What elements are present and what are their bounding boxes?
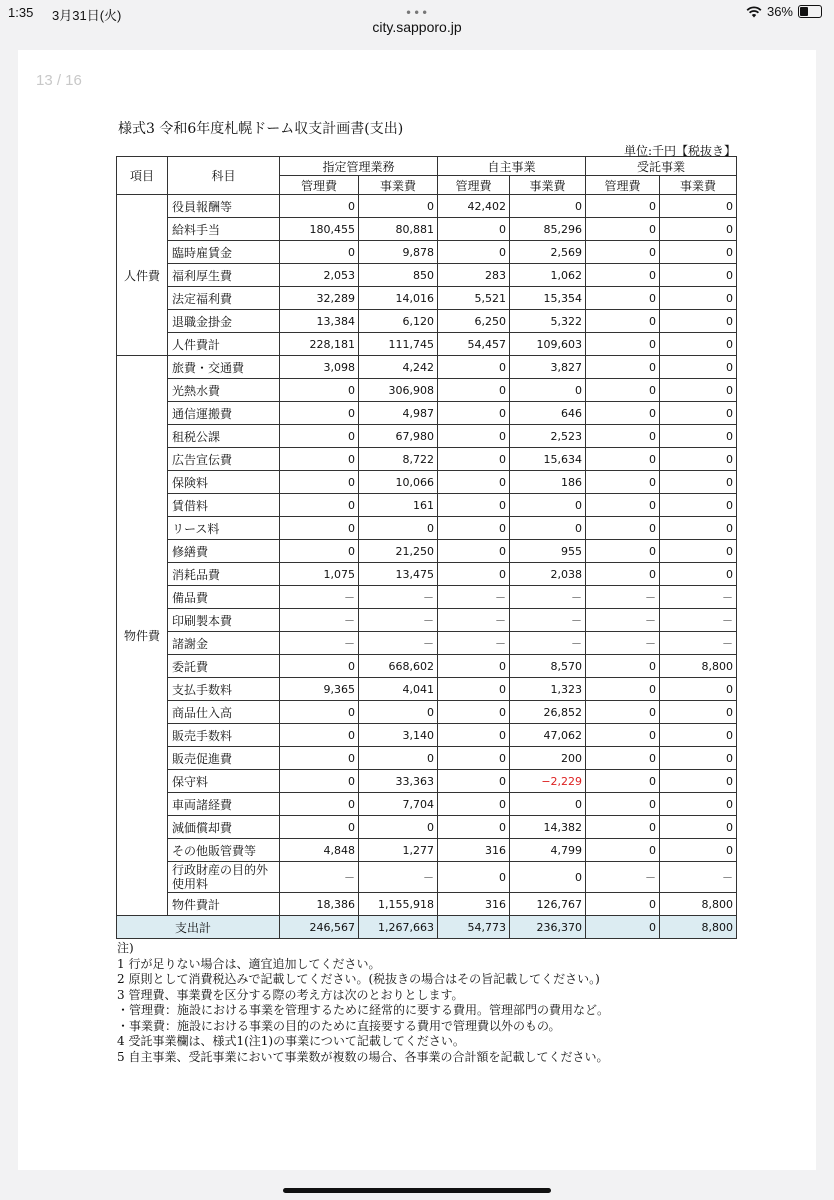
header-sub: 管理費 <box>586 176 660 195</box>
value-cell: 0 <box>280 655 359 678</box>
value-cell: 0 <box>660 770 737 793</box>
value-cell: 0 <box>280 770 359 793</box>
value-cell: 1,267,663 <box>359 916 438 939</box>
table-row <box>117 333 737 356</box>
subject-cell: 減価償却費 <box>168 816 280 839</box>
note-line: ・管理費：施設における事業を管理するために経常的に要する費用。管理部門の費用など。 <box>117 1003 610 1017</box>
value-cell: 0 <box>438 379 510 402</box>
value-cell: 0 <box>660 287 737 310</box>
status-time: 1:35 <box>8 5 34 20</box>
value-cell: 0 <box>586 333 660 356</box>
home-indicator[interactable] <box>283 1188 551 1193</box>
value-cell: 5,521 <box>438 287 510 310</box>
table-row <box>117 916 737 939</box>
value-cell: 0 <box>660 494 737 517</box>
table-row <box>117 310 737 333</box>
value-cell: － <box>660 862 737 893</box>
table-row <box>117 356 737 379</box>
value-cell: 80,881 <box>359 218 438 241</box>
value-cell: 850 <box>359 264 438 287</box>
table-row <box>117 609 737 632</box>
value-cell: － <box>438 609 510 632</box>
subject-cell: 修繕費 <box>168 540 280 563</box>
value-cell: 0 <box>586 747 660 770</box>
category-cell: 人件費 <box>117 195 168 356</box>
value-cell: 0 <box>280 425 359 448</box>
header-group: 指定管理業務 <box>280 157 438 176</box>
table-row <box>117 195 737 218</box>
value-cell: 1,155,918 <box>359 893 438 916</box>
subject-cell: 支出計 <box>117 916 280 939</box>
value-cell: 1,062 <box>510 264 586 287</box>
note-line: ・事業費：施設における事業の目的のために直接要する費用で管理費以外のもの。 <box>117 1018 561 1033</box>
value-cell: 4,799 <box>510 839 586 862</box>
value-cell: 0 <box>280 241 359 264</box>
value-cell: 0 <box>586 816 660 839</box>
value-cell: 0 <box>438 747 510 770</box>
subject-cell: 備品費 <box>168 586 280 609</box>
value-cell: 0 <box>586 540 660 563</box>
subject-cell: 委託費 <box>168 655 280 678</box>
note-line: 2 原則として消費税込みで記載してください。(税抜きの場合はその旨記載してください。) <box>117 972 600 986</box>
wifi-icon <box>746 6 762 18</box>
value-cell: 0 <box>280 793 359 816</box>
value-cell: 54,457 <box>438 333 510 356</box>
value-cell: 8,800 <box>660 916 737 939</box>
value-cell: 6,120 <box>359 310 438 333</box>
value-cell: － <box>359 862 438 893</box>
battery-percent: 36% <box>766 4 793 19</box>
value-cell: 14,382 <box>510 816 586 839</box>
value-cell: 0 <box>660 448 737 471</box>
value-cell: 0 <box>586 241 660 264</box>
header-subject: 科目 <box>168 157 280 195</box>
value-cell: 4,242 <box>359 356 438 379</box>
value-cell: 0 <box>660 402 737 425</box>
category-cell: 物件費 <box>117 356 168 916</box>
value-cell: 0 <box>438 770 510 793</box>
value-cell: － <box>510 586 586 609</box>
table-row <box>117 816 737 839</box>
header-sub: 事業費 <box>359 176 438 195</box>
table-row <box>117 471 737 494</box>
note-line: 1 行が足りない場合は、適宜追加してください。 <box>117 956 381 971</box>
value-cell: 0 <box>359 747 438 770</box>
subject-cell: 退職金掛金 <box>168 310 280 333</box>
value-cell: 0 <box>438 517 510 540</box>
value-cell: 6,250 <box>438 310 510 333</box>
header-group: 受託事業 <box>586 157 737 176</box>
value-cell: － <box>359 609 438 632</box>
value-cell: 2,523 <box>510 425 586 448</box>
value-cell: － <box>280 632 359 655</box>
value-cell: 0 <box>586 655 660 678</box>
value-cell: 0 <box>660 425 737 448</box>
table-row <box>117 678 737 701</box>
value-cell: 0 <box>280 724 359 747</box>
table-row <box>117 586 737 609</box>
value-cell: 0 <box>359 701 438 724</box>
value-cell: 8,800 <box>660 893 737 916</box>
value-cell: － <box>510 609 586 632</box>
value-cell: 0 <box>438 425 510 448</box>
table-row <box>117 448 737 471</box>
value-cell: 15,354 <box>510 287 586 310</box>
value-cell: 0 <box>586 793 660 816</box>
value-cell: 0 <box>510 379 586 402</box>
subject-cell: 旅費・交通費 <box>168 356 280 379</box>
value-cell: 0 <box>280 747 359 770</box>
value-cell: 955 <box>510 540 586 563</box>
value-cell: 0 <box>438 862 510 893</box>
value-cell: 0 <box>438 494 510 517</box>
table-row <box>117 862 737 893</box>
value-cell: 0 <box>586 724 660 747</box>
value-cell: 0 <box>586 379 660 402</box>
value-cell: 0 <box>660 218 737 241</box>
value-cell: 0 <box>660 195 737 218</box>
value-cell: 0 <box>660 839 737 862</box>
value-cell: 0 <box>510 195 586 218</box>
value-cell: 0 <box>586 264 660 287</box>
subject-cell: 役員報酬等 <box>168 195 280 218</box>
subject-cell: 商品仕入高 <box>168 701 280 724</box>
value-cell: 0 <box>586 517 660 540</box>
value-cell: 2,053 <box>280 264 359 287</box>
table-row <box>117 287 737 310</box>
table-row <box>117 379 737 402</box>
value-cell: － <box>438 586 510 609</box>
value-cell: 8,800 <box>660 655 737 678</box>
subject-cell: 保守料 <box>168 770 280 793</box>
note-line: 3 管理費、事業費を区分する際の考え方は次のとおりとします。 <box>117 987 464 1002</box>
value-cell: 0 <box>586 310 660 333</box>
value-cell: 0 <box>510 862 586 893</box>
value-cell: 0 <box>438 701 510 724</box>
value-cell: 0 <box>586 563 660 586</box>
value-cell: 246,567 <box>280 916 359 939</box>
value-cell: － <box>586 586 660 609</box>
value-cell: 0 <box>660 379 737 402</box>
value-cell: 10,066 <box>359 471 438 494</box>
value-cell: 0 <box>280 402 359 425</box>
subject-cell: 法定福利費 <box>168 287 280 310</box>
value-cell: 0 <box>438 471 510 494</box>
subject-cell: 車両諸経費 <box>168 793 280 816</box>
value-cell: 0 <box>586 494 660 517</box>
table-row <box>117 563 737 586</box>
value-cell: 1,323 <box>510 678 586 701</box>
table-row <box>117 540 737 563</box>
value-cell: 0 <box>280 517 359 540</box>
value-cell: 0 <box>586 770 660 793</box>
value-cell: 0 <box>438 563 510 586</box>
value-cell: 4,848 <box>280 839 359 862</box>
header-sub: 管理費 <box>280 176 359 195</box>
value-cell: 0 <box>438 655 510 678</box>
value-cell: － <box>660 609 737 632</box>
table-row <box>117 517 737 540</box>
table-row <box>117 839 737 862</box>
value-cell: 3,827 <box>510 356 586 379</box>
value-cell: 8,722 <box>359 448 438 471</box>
value-cell: 0 <box>586 701 660 724</box>
value-cell: 0 <box>280 540 359 563</box>
subject-cell: 消耗品費 <box>168 563 280 586</box>
value-cell: － <box>660 586 737 609</box>
subject-cell: 福利厚生費 <box>168 264 280 287</box>
subject-cell: その他販管費等 <box>168 839 280 862</box>
value-cell: 4,041 <box>359 678 438 701</box>
header-sub: 管理費 <box>438 176 510 195</box>
value-cell: 0 <box>438 678 510 701</box>
value-cell: 0 <box>359 517 438 540</box>
value-cell: 126,767 <box>510 893 586 916</box>
address-bar[interactable]: city.sapporo.jp <box>372 19 462 35</box>
value-cell: 0 <box>438 218 510 241</box>
value-cell: 54,773 <box>438 916 510 939</box>
value-cell: 0 <box>586 402 660 425</box>
value-cell: 0 <box>660 793 737 816</box>
header-sub: 事業費 <box>660 176 737 195</box>
subject-cell: 人件費計 <box>168 333 280 356</box>
value-cell: 0 <box>438 241 510 264</box>
value-cell: 0 <box>586 471 660 494</box>
value-cell: −2,229 <box>510 770 586 793</box>
table-row <box>117 218 737 241</box>
subject-cell: 通信運搬費 <box>168 402 280 425</box>
value-cell: － <box>586 862 660 893</box>
value-cell: － <box>280 586 359 609</box>
notes <box>117 941 609 1065</box>
value-cell: － <box>280 862 359 893</box>
page-indicator: 13 / 16 <box>36 72 82 89</box>
value-cell: 316 <box>438 839 510 862</box>
note-line: 5 自主事業、受託事業において事業数が複数の場合、各事業の合計額を記載してください。 <box>117 1049 609 1064</box>
value-cell: 0 <box>660 724 737 747</box>
value-cell: 111,745 <box>359 333 438 356</box>
value-cell: 0 <box>280 471 359 494</box>
value-cell: 0 <box>660 333 737 356</box>
value-cell: 0 <box>438 448 510 471</box>
value-cell: 8,570 <box>510 655 586 678</box>
expense-table <box>116 156 737 939</box>
note-line: 4 受託事業欄は、様式1(注1)の事業について記載してください。 <box>117 1034 465 1048</box>
table-row <box>117 701 737 724</box>
table-row <box>117 241 737 264</box>
value-cell: 0 <box>438 540 510 563</box>
table-row <box>117 655 737 678</box>
table-row <box>117 494 737 517</box>
header-sub: 事業費 <box>510 176 586 195</box>
value-cell: 316 <box>438 893 510 916</box>
header-group: 自主事業 <box>438 157 586 176</box>
value-cell: 13,475 <box>359 563 438 586</box>
table-row <box>117 425 737 448</box>
value-cell: 0 <box>359 195 438 218</box>
value-cell: 283 <box>438 264 510 287</box>
value-cell: 5,322 <box>510 310 586 333</box>
value-cell: 0 <box>280 448 359 471</box>
value-cell: － <box>586 632 660 655</box>
value-cell: 0 <box>660 310 737 333</box>
value-cell: 0 <box>438 402 510 425</box>
value-cell: 200 <box>510 747 586 770</box>
value-cell: 1,075 <box>280 563 359 586</box>
value-cell: 0 <box>510 494 586 517</box>
value-cell: 32,289 <box>280 287 359 310</box>
value-cell: 15,634 <box>510 448 586 471</box>
value-cell: － <box>359 632 438 655</box>
value-cell: 0 <box>586 678 660 701</box>
subject-cell: 保険料 <box>168 471 280 494</box>
value-cell: 161 <box>359 494 438 517</box>
subject-cell: 販売促進費 <box>168 747 280 770</box>
value-cell: 0 <box>660 356 737 379</box>
battery-icon <box>798 5 822 18</box>
subject-cell: 租税公課 <box>168 425 280 448</box>
value-cell: 4,987 <box>359 402 438 425</box>
value-cell: 0 <box>660 241 737 264</box>
table-row <box>117 770 737 793</box>
value-cell: 0 <box>280 701 359 724</box>
value-cell: － <box>438 632 510 655</box>
value-cell: 0 <box>438 356 510 379</box>
value-cell: 21,250 <box>359 540 438 563</box>
multitask-dots-icon[interactable]: ••• <box>405 6 430 20</box>
header-item: 項目 <box>117 157 168 195</box>
value-cell: 0 <box>660 517 737 540</box>
value-cell: 0 <box>586 448 660 471</box>
value-cell: 0 <box>586 839 660 862</box>
value-cell: 67,980 <box>359 425 438 448</box>
value-cell: － <box>510 632 586 655</box>
value-cell: 7,704 <box>359 793 438 816</box>
subject-cell: リース料 <box>168 517 280 540</box>
value-cell: 0 <box>586 916 660 939</box>
subject-cell: 広告宣伝費 <box>168 448 280 471</box>
value-cell: 0 <box>586 287 660 310</box>
unit-label: 単位:千円【税抜き】 <box>623 144 736 158</box>
status-date: 3月31日(火) <box>52 8 122 23</box>
value-cell: 0 <box>438 816 510 839</box>
value-cell: 0 <box>438 793 510 816</box>
table-row <box>117 793 737 816</box>
value-cell: 0 <box>660 747 737 770</box>
value-cell: － <box>280 609 359 632</box>
value-cell: 13,384 <box>280 310 359 333</box>
value-cell: 0 <box>586 356 660 379</box>
subject-cell: 行政財産の目的外使用料 <box>168 862 280 893</box>
table-row <box>117 747 737 770</box>
value-cell: 668,602 <box>359 655 438 678</box>
value-cell: 9,878 <box>359 241 438 264</box>
value-cell: 0 <box>510 517 586 540</box>
value-cell: 0 <box>660 816 737 839</box>
value-cell: 0 <box>280 195 359 218</box>
value-cell: 180,455 <box>280 218 359 241</box>
value-cell: 236,370 <box>510 916 586 939</box>
value-cell: － <box>586 609 660 632</box>
value-cell: 0 <box>586 893 660 916</box>
value-cell: 33,363 <box>359 770 438 793</box>
value-cell: 85,296 <box>510 218 586 241</box>
subject-cell: 販売手数料 <box>168 724 280 747</box>
value-cell: 109,603 <box>510 333 586 356</box>
value-cell: 3,098 <box>280 356 359 379</box>
subject-cell: 給料手当 <box>168 218 280 241</box>
value-cell: 0 <box>280 816 359 839</box>
status-indicators <box>746 4 822 19</box>
value-cell: 47,062 <box>510 724 586 747</box>
note-line: 注) <box>117 941 134 955</box>
value-cell: － <box>660 632 737 655</box>
value-cell: 1,277 <box>359 839 438 862</box>
value-cell: 646 <box>510 402 586 425</box>
subject-cell: 諸謝金 <box>168 632 280 655</box>
subject-cell: 光熱水費 <box>168 379 280 402</box>
value-cell: 186 <box>510 471 586 494</box>
table-row <box>117 724 737 747</box>
value-cell: 2,038 <box>510 563 586 586</box>
document-title: 様式3 令和6年度札幌ドーム収支計画書(支出) <box>118 121 404 137</box>
value-cell: 0 <box>280 494 359 517</box>
value-cell: 9,365 <box>280 678 359 701</box>
value-cell: 14,016 <box>359 287 438 310</box>
value-cell: 0 <box>660 264 737 287</box>
table-row <box>117 402 737 425</box>
value-cell: 0 <box>586 195 660 218</box>
subject-cell: 臨時雇賃金 <box>168 241 280 264</box>
table-row <box>117 893 737 916</box>
value-cell: 0 <box>660 540 737 563</box>
value-cell: 306,908 <box>359 379 438 402</box>
value-cell: 0 <box>359 816 438 839</box>
value-cell: 228,181 <box>280 333 359 356</box>
table-row <box>117 264 737 287</box>
value-cell: 0 <box>438 724 510 747</box>
value-cell: 0 <box>660 701 737 724</box>
value-cell: 0 <box>280 379 359 402</box>
subject-cell: 印刷製本費 <box>168 609 280 632</box>
value-cell: 3,140 <box>359 724 438 747</box>
value-cell: － <box>359 586 438 609</box>
header-row-1 <box>117 157 737 176</box>
table-row <box>117 632 737 655</box>
value-cell: 2,569 <box>510 241 586 264</box>
subject-cell: 賃借料 <box>168 494 280 517</box>
value-cell: 0 <box>586 425 660 448</box>
value-cell: 0 <box>660 678 737 701</box>
subject-cell: 物件費計 <box>168 893 280 916</box>
value-cell: 0 <box>510 793 586 816</box>
subject-cell: 支払手数料 <box>168 678 280 701</box>
value-cell: 0 <box>660 471 737 494</box>
value-cell: 26,852 <box>510 701 586 724</box>
value-cell: 0 <box>660 563 737 586</box>
value-cell: 42,402 <box>438 195 510 218</box>
value-cell: 18,386 <box>280 893 359 916</box>
value-cell: 0 <box>586 218 660 241</box>
